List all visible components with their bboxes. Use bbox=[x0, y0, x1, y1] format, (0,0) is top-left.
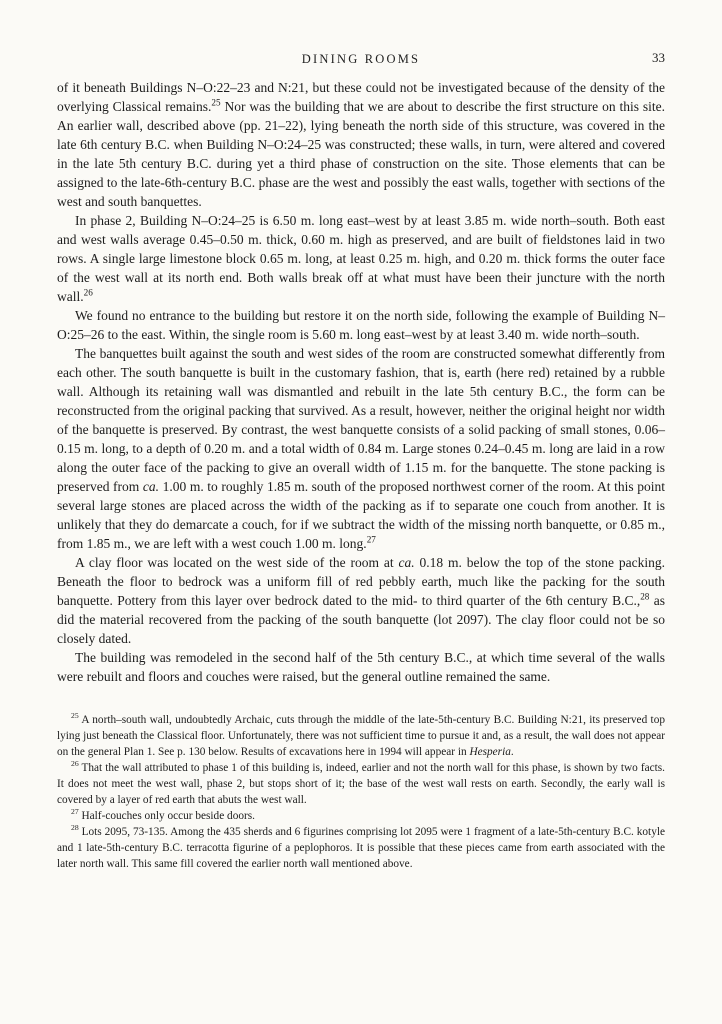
text-run: as did the material recovered from the packing of the south banquette (lot 2097). The clay floor could not be so closely dated. bbox=[57, 593, 665, 646]
text-run: A clay floor was located on the west side of the room at bbox=[75, 555, 399, 570]
footnote-ref: 25 bbox=[211, 97, 221, 108]
text-run: The building was remodeled in the second half of the 5th century B.C., at which time several of the walls were rebuilt and floors and couches were raised, but the general outline remained the same. bbox=[57, 650, 665, 684]
paragraph bbox=[57, 553, 665, 648]
paragraph bbox=[57, 78, 665, 211]
text-run: 0.18 m. below the top of the stone packing. Beneath the floor to bedrock was a uniform fill of red pebbly earth, much like the packing for the south banquette. Pottery from this layer over bedrock dated to the mid- to third quarter of the 6th century B.C., bbox=[57, 555, 665, 608]
footnote-ref: 28 bbox=[640, 591, 650, 602]
text-run: We found no entrance to the building but restore it on the north side, following the example of Building N–O:25–26 to the east. Within, the single room is 5.60 m. long east–west by at least 3.40 m. wide north–south. bbox=[57, 308, 665, 342]
running-head-title: DINING ROOMS bbox=[301, 52, 421, 66]
text-run: Lots 2095, 73-135. Among the 435 sherds and 6 figurines comprising lot 2095 were 1 fragment of a late-5th-century B.C. kotyle and 1 late-5th-century B.C. terracotta figurine of a peplophoros. It is possible that these pieces came from earth associated with the later north wall. This same fill covered the earlier north wall mentioned above. bbox=[57, 826, 665, 870]
text-run: That the wall attributed to phase 1 of this building is, indeed, earlier and not the north wall for this phase, is shown by two facts. It does not meet the west wall, phase 2, but stops short of it; the base of the west wall rests on earth. Secondly, the early wall is covered by a layer of red earth that abuts the west wall. bbox=[57, 762, 665, 806]
italic-text: ca. bbox=[398, 555, 415, 570]
paragraph bbox=[57, 648, 665, 686]
footnotes-section bbox=[57, 712, 665, 872]
footnote bbox=[57, 824, 665, 872]
footnote-ref: 26 bbox=[71, 759, 79, 769]
footnote-ref: 27 bbox=[71, 807, 79, 817]
footnote-ref: 26 bbox=[83, 287, 93, 298]
text-run: In phase 2, Building N–O:24–25 is 6.50 m. long east–west by at least 3.85 m. wide north–south. Both east and west walls average 0.45–0.50 m. thick, 0.60 m. high as preserved, and are built of fieldstones laid in two rows. A single large limestone block 0.65 m. long, at least 0.25 m. high, and 0.20 m. thick forms the outer face of the west wall at its north end. Both walls break off at what must have been their juncture with the north wall. bbox=[57, 213, 665, 304]
text-run: 1.00 m. to roughly 1.85 m. south of the proposed northwest corner of the room. At this point several large stones are placed across the width of the packing as if to separate one couch from another. It is unlikely that they do demarcate a couch, for if we subtract the width of the missing north banquette, or 0.85 m., from 1.85 m., we are left with a west couch 1.00 m. long. bbox=[57, 479, 665, 551]
footnote-ref: 27 bbox=[366, 534, 376, 545]
text-run: Nor was the building that we are about to describe the first structure on this site. An earlier wall, described above (pp. 21–22), lying beneath the north side of this structure, was covered in the late 6th century B.C. when Building N–O:24–25 was constructed; these walls, in turn, were altered and covered in the late 5th century B.C. during yet a third phase of construction on the site. Those elements that can be assigned to the late-6th-century B.C. phase are the west and possibly the east walls, together with sections of the west and south banquettes. bbox=[57, 99, 665, 209]
paragraph bbox=[57, 344, 665, 553]
running-head bbox=[57, 50, 665, 68]
footnote bbox=[57, 808, 665, 824]
text-run: Half-couches only occur beside doors. bbox=[78, 810, 255, 822]
text-run: of it beneath Buildings N–O:22–23 and N:21, but these could not be investigated because of the density of the overlying Classical remains. bbox=[57, 80, 665, 114]
text-run: . bbox=[510, 746, 514, 758]
paragraph bbox=[57, 211, 665, 306]
body-text bbox=[57, 78, 665, 686]
paragraph bbox=[57, 306, 665, 344]
page-number: 33 bbox=[652, 50, 665, 65]
footnote bbox=[57, 712, 665, 760]
italic-text: ca. bbox=[142, 479, 160, 494]
footnote-ref: 28 bbox=[71, 823, 79, 833]
text-run: A north–south wall, undoubtedly Archaic, cuts through the middle of the late-5th-century B.C. Building N:21, its preserved top lying just beneath the Classical floor. Unfortunately, there was not sufficient time to pursue it and, as a result, the wall does not appear on the general Plan 1. See p. 130 below. Results of excavations here in 1994 will appear in bbox=[57, 714, 665, 758]
text-run: The banquettes built against the south and west sides of the room are constructed somewhat differently from each other. The south banquette is built in the customary fashion, that is, earth (here red) retained by a rubble wall. Although its retaining wall was dismantled and rebuilt in the late 5th century B.C., the form can be reconstructed from the original packing that survived. As a result, however, neither the original height nor width of the banquette is preserved. By contrast, the west banquette consists of a solid packing of small stones, 0.06–0.15 m. long, to a depth of 0.20 m. and a total width of 0.84 m. Large stones 0.24–0.45 m. long are laid in a row along the outer face of the packing to give an overall width of 1.15 m. for the banquette. The stone packing is preserved from bbox=[57, 346, 665, 494]
italic-text: Hesperia bbox=[469, 746, 511, 758]
footnote bbox=[57, 760, 665, 808]
footnote-ref: 25 bbox=[71, 711, 79, 721]
